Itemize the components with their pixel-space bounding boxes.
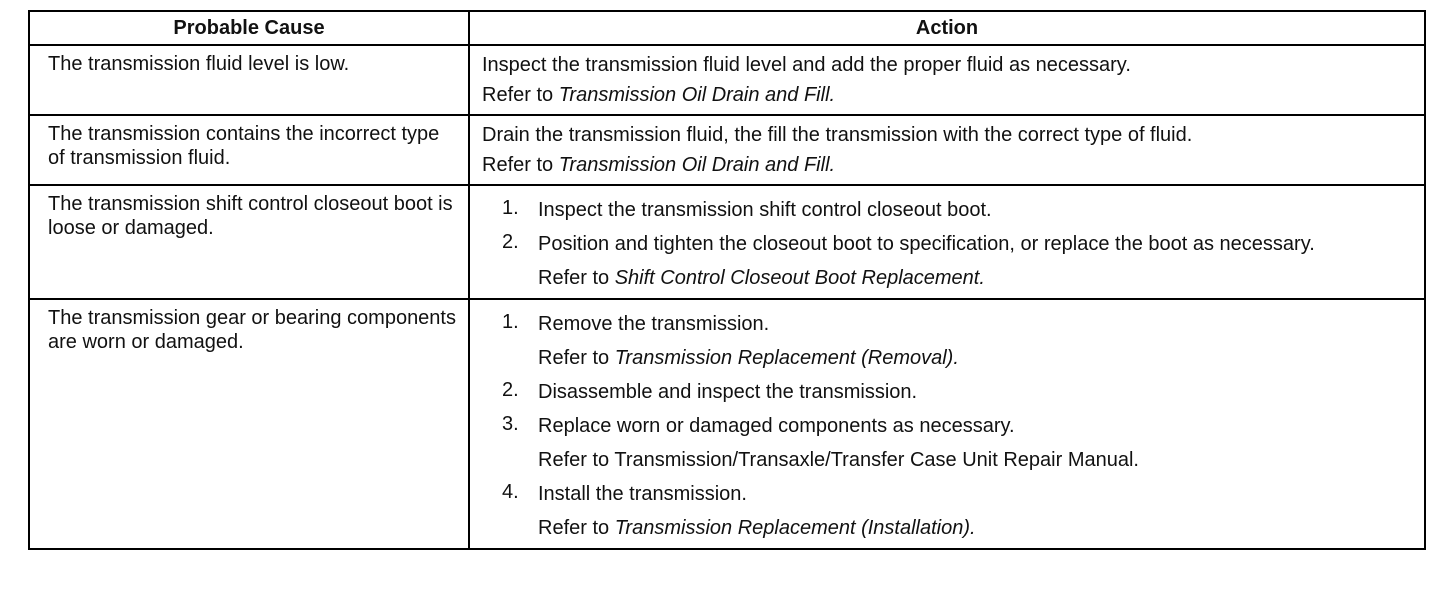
step-text: Position and tighten the closeout boot to specification, or replace the boot as necessary. [538,233,1315,255]
step-item [482,413,1412,473]
step-text: Disassemble and inspect the transmission. [538,381,918,403]
header-probable-cause: Probable Cause [29,11,469,45]
reference-prefix: Refer to [538,267,615,289]
cause-cell: The transmission contains the incorrect type of transmission fluid. [29,115,469,185]
action-cell [469,45,1425,115]
step-number: 2. [502,231,519,253]
diagnostic-table [28,10,1426,550]
action-cell [469,299,1425,549]
reference-prefix: Refer to [482,84,559,106]
reference [538,265,1412,291]
table-row [29,45,1425,115]
reference: Refer to Transmission/Transaxle/Transfer Case Unit Repair Manual. [538,449,1139,471]
table-row [29,115,1425,185]
action-cell [469,185,1425,299]
step-item [482,379,1412,405]
step-list [482,197,1412,291]
cause-cell: The transmission fluid level is low. [29,45,469,115]
reference-prefix: Refer to [538,347,615,369]
table-row [29,299,1425,549]
step-number: 1. [502,197,519,219]
reference [482,83,1412,107]
step-number: 2. [502,379,519,401]
step-item [482,197,1412,223]
step-text: Inspect the transmission shift control closeout boot. [538,199,992,221]
action-cell [469,115,1425,185]
reference [538,515,1412,541]
reference-title: Shift Control Closeout Boot Replacement. [614,267,985,289]
step-text: Replace worn or damaged components as necessary. [538,415,1015,437]
step-number: 3. [502,413,519,435]
reference-title: Transmission Replacement (Installation). [614,517,976,539]
reference-title: Transmission Oil Drain and Fill. [558,154,836,176]
header-row [29,11,1425,45]
reference-title: Transmission Replacement (Removal). [614,347,959,369]
step-number: 4. [502,481,519,503]
reference-prefix: Refer to [538,517,615,539]
step-number: 1. [502,311,519,333]
reference-title: Transmission Oil Drain and Fill. [558,84,836,106]
step-item [482,311,1412,371]
cause-cell: The transmission gear or bearing components are worn or damaged. [29,299,469,549]
step-text: Remove the transmission. [538,313,770,335]
step-list [482,311,1412,541]
cause-cell: The transmission shift control closeout boot is loose or damaged. [29,185,469,299]
header-action: Action [469,11,1425,45]
step-text: Install the transmission. [538,483,747,505]
reference [538,345,1412,371]
table-row [29,185,1425,299]
step-item [482,231,1412,291]
reference-prefix: Refer to [482,154,559,176]
action-text: Drain the transmission fluid, the fill the transmission with the correct type of fluid. [482,124,1193,146]
reference [482,153,1412,177]
action-text: Inspect the transmission fluid level and add the proper fluid as necessary. [482,54,1131,76]
step-item [482,481,1412,541]
